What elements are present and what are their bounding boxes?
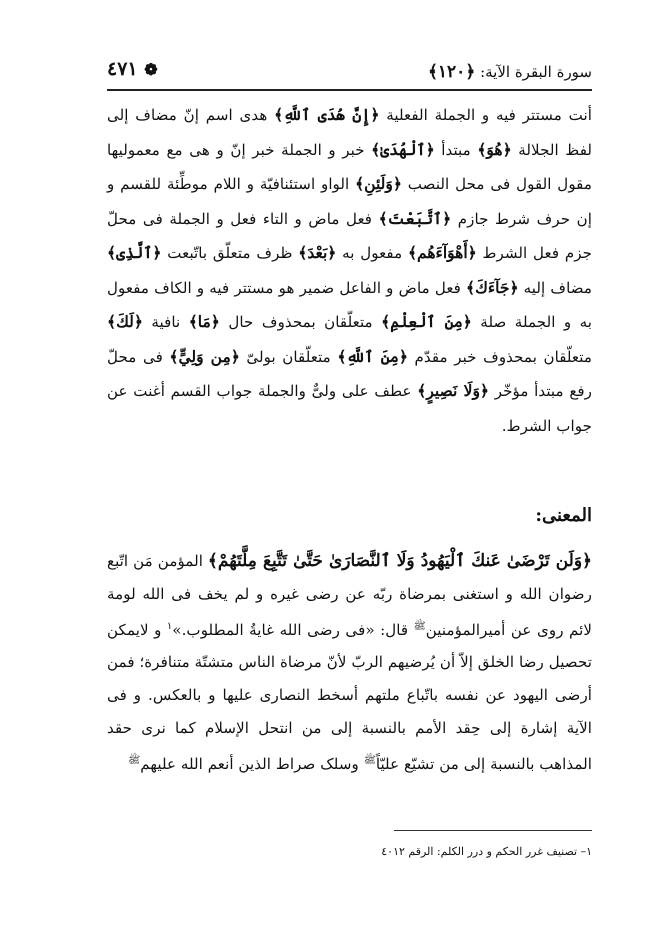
honorific-glyph: ﷺ <box>363 754 376 766</box>
quran-phrase: ﴿مِنَ ٱللَّهِ﴾ <box>337 346 408 366</box>
meaning-heading: المعنی: <box>535 505 592 526</box>
quran-phrase: ﴿بَعْدَ﴾ <box>298 243 337 262</box>
meaning-paragraph: ﴿وَلَن تَرْضَىٰ عَنكَ ٱلْيَهُودُ وَلَا ٱلنَّصَارَىٰ حَتَّىٰ تَتَّبِعَ مِلَّتَهُمْ﴾ المؤمن مَن اتّبع رضوان الله و استغنی بمرضاة ربّه عن رضی غیره و لم یخف فی الله لومة لائم روی عن أمیرالمؤمنین$^ﷺ$ قال: «فی رضی الله غایةُ المطلوب.»$^١$ و لایمکن تحصیل رضا الخلق إلاّ أن یُرضیهم الربّ لأنّ مرضاة الناس متشتّة متنافرة؛ فمن أرضی الیهود عن نفسه باتّباع ملتهم أسخط النصاری علیها و بالعکس. و فی الآیة إشارة إلی حِقد الأمم بالنسبة إلی من انتحل الإسلام کما نری حقد المذاهب بالنسبة إلی من تشیّع علیّاً$^ﷺ$ وسلک صراط الذین أنعم الله علیهم$^ﷺ$ <box>107 551 592 773</box>
quran-phrase: ﴿لَكَ﴾ <box>107 312 143 331</box>
quran-phrase: ﴿ٱلْهُدَىٰ﴾ <box>371 139 435 159</box>
quran-phrase: ﴿هُوَ﴾ <box>477 139 512 159</box>
quran-phrase: ﴿وَلَا نَصِيرٍ﴾ <box>417 381 490 400</box>
quran-phrase: ﴿مِن وَلِيٍّ﴾ <box>169 346 240 366</box>
flower-ornament-icon: ❁ <box>144 60 158 79</box>
quran-phrase: ﴿مَا﴾ <box>188 312 220 331</box>
quran-phrase: ﴿ٱتَّبَعْتَ﴾ <box>378 208 452 228</box>
honorific-glyph: ﷺ <box>413 620 426 632</box>
header-divider <box>107 89 592 91</box>
page-number: ❁ ٤٧١ <box>107 58 158 80</box>
quran-phrase: ﴿أَهْوَآءَهُم﴾ <box>407 243 477 262</box>
quran-phrase: ﴿جَآءَكَ﴾ <box>466 277 519 297</box>
honorific-glyph: ﷺ <box>128 754 141 766</box>
footnote-marker[interactable]: ١ <box>166 620 173 632</box>
footnote: ١– تصنیف غرر الحکم و درر الکلم: الرقم ٤٠١٢ <box>381 845 592 858</box>
quran-phrase: ﴿إِنَّ هُدَى ٱللَّهِ﴾ <box>274 105 380 124</box>
quran-phrase: ﴿وَلَئِنِ﴾ <box>355 174 402 193</box>
verse-quote: ﴿وَلَن تَرْضَىٰ عَنكَ ٱلْيَهُودُ وَلَا ٱلنَّصَارَىٰ حَتَّىٰ تَتَّبِعَ مِلَّتَهُمْ﴾ <box>207 551 592 571</box>
header-verse-ref: ﴿١٢٠﴾ <box>427 62 476 82</box>
quran-phrase: ﴿مِنَ ٱلْعِلْمِ﴾ <box>381 312 472 331</box>
running-header <box>107 55 592 89</box>
header-title: سورة البقرة الآية: ﴿١٢٠﴾ <box>427 62 592 82</box>
quran-phrase: ﴿ٱلَّذِى﴾ <box>107 243 162 262</box>
grammar-paragraph: أنت مستتر فيه و الجملة الفعلية ﴿إِنَّ هُدَى ٱللَّهِ﴾ هدی اسم إنّ مضاف إلی لفظ الجلالة ﴿هُوَ﴾ مبتدأ ﴿ٱلْهُدَىٰ﴾ خبر و الجملة خبر إنّ و هی مع معمولیها مقول القول فی محل النصب ﴿وَلَئِنِ﴾ الواو استئنافیّة و اللام موطِّئة للقسم و إن حرف شرط جازم ﴿ٱتَّبَعْتَ﴾ فعل ماض و التاء فعل و الجملة فی محلّ جزم فعل الشرط ﴿أَهْوَآءَهُم﴾ مفعول به ﴿بَعْدَ﴾ ظرف متعلّق باتّبعت ﴿ٱلَّذِى﴾ مضاف إلیه ﴿جَآءَكَ﴾ فعل ماض و الفاعل ضمیر هو مستتر فیه و الکاف مفعول به و الجملة صلة ﴿مِنَ ٱلْعِلْمِ﴾ متعلّقان بمحذوف حال ﴿مَا﴾ نافیة ﴿لَكَ﴾ متعلّقان بمحذوف خبر مقدّم ﴿مِنَ ٱللَّهِ﴾ متعلّقان بولیّ ﴿مِن وَلِيٍّ﴾ فی محلّ رفع مبتدأ مؤخّر ﴿وَلَا نَصِيرٍ﴾ عطف علی ولیٌّ والجملة جواب القسم أغنت عن جواب الشرط. <box>107 105 593 435</box>
footnote-divider <box>394 830 592 831</box>
